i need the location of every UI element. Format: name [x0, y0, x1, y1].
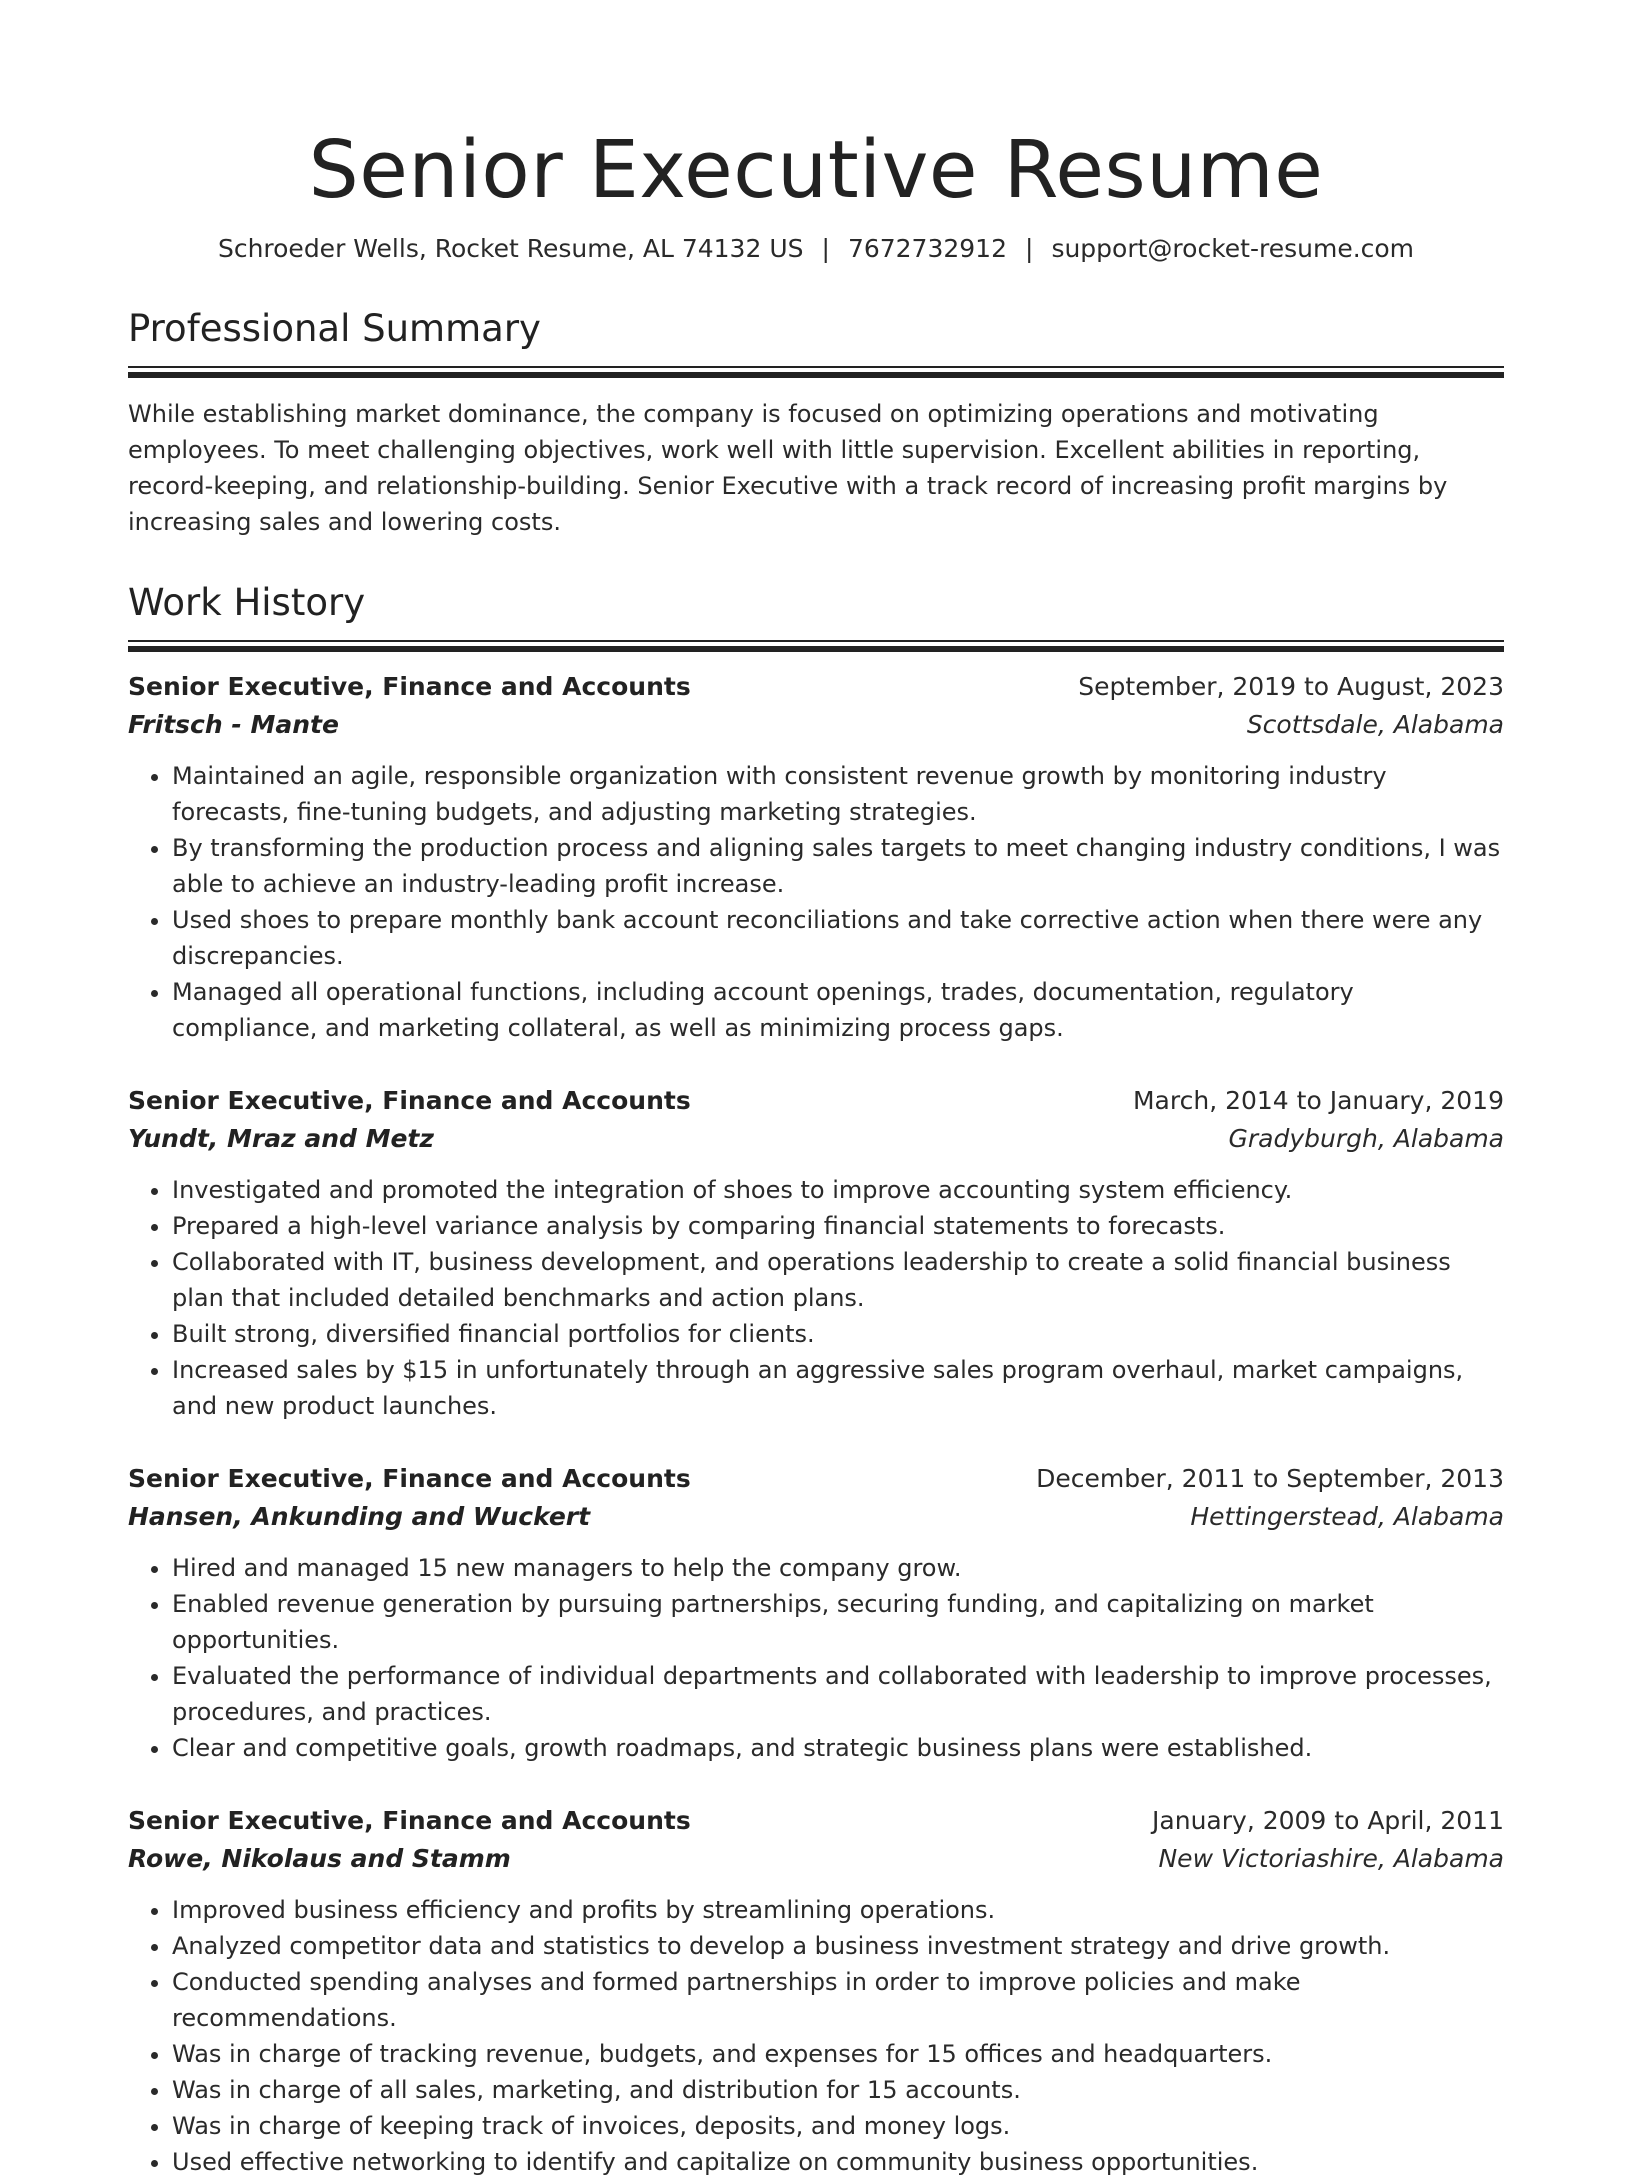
job-bullet: • Increased sales by $15 in unfortunately through an aggressive sales program overhaul, market campaigns, and new product launches.	[172, 1352, 1504, 1424]
job-entry	[128, 1460, 1504, 1766]
resume-title: Senior Executive Resume	[308, 124, 1324, 216]
job-company-row	[128, 706, 1504, 744]
contact-separator: |	[821, 234, 830, 263]
job-bullet-list	[128, 758, 1504, 1046]
job-bullet: • Used shoes to prepare monthly bank account reconciliations and take corrective action when there were any discrepancies.	[172, 902, 1504, 974]
job-dates: March, 2014 to January, 2019	[1132, 1086, 1504, 1115]
job-bullet: • Collaborated with IT, business development, and operations leadership to create a solid financial business plan that included detailed benchmarks and action plans.	[172, 1244, 1504, 1316]
contact-phone: 7672732912	[847, 234, 1007, 263]
job-entry	[128, 1802, 1504, 2180]
contact-address: Schroeder Wells, Rocket Resume, AL 74132 US	[217, 234, 804, 263]
section-divider-thick	[128, 646, 1504, 652]
job-dates: September, 2019 to August, 2023	[1078, 672, 1504, 701]
job-bullet: • Managed all operational functions, including account openings, trades, documentation, regulatory compliance, and marketing collateral, as well as minimizing process gaps.	[172, 974, 1504, 1046]
summary-text: While establishing market dominance, the company is focused on optimizing operations and motivating employees. To meet challenging objectives, work well with little supervision. Excellent abilities in reporting, record-keeping, and relationship-building. Senior Executive with a track record of increasing profit margins by increasing sales and lowering costs.	[128, 400, 1448, 536]
job-bullet: • Prepared a high-level variance analysis by comparing financial statements to forecasts.	[172, 1208, 1504, 1244]
section-heading: Professional Summary	[128, 307, 541, 350]
job-company: Fritsch - Mante	[128, 710, 339, 739]
job-title: Senior Executive, Finance and Accounts	[128, 1464, 691, 1493]
section-heading: Work History	[128, 581, 366, 624]
job-bullet: • Analyzed competitor data and statistics to develop a business investment strategy and drive growth.	[172, 1928, 1504, 1964]
section-divider	[128, 366, 1504, 368]
job-company: Yundt, Mraz and Metz	[128, 1124, 434, 1153]
job-bullet: • Improved business efficiency and profits by streamlining operations.	[172, 1892, 1504, 1928]
job-bullet-list	[128, 1550, 1504, 1766]
job-header-row	[128, 1460, 1504, 1498]
job-bullet: • Was in charge of tracking revenue, budgets, and expenses for 15 offices and headquarters.	[172, 2036, 1504, 2072]
job-bullet: • Enabled revenue generation by pursuing partnerships, securing funding, and capitalizing on market opportunities.	[172, 1586, 1504, 1658]
work-history-section	[128, 580, 1504, 2180]
job-dates: January, 2009 to April, 2011	[1152, 1806, 1504, 1835]
job-bullet-list	[128, 1892, 1504, 2180]
job-header-row	[128, 1802, 1504, 1840]
job-bullet: • Maintained an agile, responsible organization with consistent revenue growth by monitoring industry forecasts, fine-tuning budgets, and adjusting marketing strategies.	[172, 758, 1504, 830]
job-bullet: • Investigated and promoted the integration of shoes to improve accounting system efficiency.	[172, 1172, 1504, 1208]
job-company: Hansen, Ankunding and Wuckert	[128, 1502, 591, 1531]
job-bullet: • Used effective networking to identify and capitalize on community business opportunities.	[172, 2144, 1504, 2180]
job-bullet: • Evaluated the performance of individual departments and collaborated with leadership to improve processes, procedures, and practices.	[172, 1658, 1504, 1730]
job-header-row	[128, 668, 1504, 706]
job-title: Senior Executive, Finance and Accounts	[128, 1086, 691, 1115]
job-bullet: • Clear and competitive goals, growth roadmaps, and strategic business plans were established.	[172, 1730, 1504, 1766]
job-entry	[128, 1082, 1504, 1424]
job-entry	[128, 668, 1504, 1046]
contact-email: support@rocket-resume.com	[1051, 234, 1415, 263]
contact-separator: |	[1025, 234, 1034, 263]
job-bullet-list	[128, 1172, 1504, 1424]
job-bullet: • By transforming the production process and aligning sales targets to meet changing industry conditions, I was able to achieve an industry-leading profit increase.	[172, 830, 1504, 902]
job-bullet: • Built strong, diversified financial portfolios for clients.	[172, 1316, 1504, 1352]
job-title: Senior Executive, Finance and Accounts	[128, 672, 691, 701]
professional-summary-section	[128, 306, 1504, 540]
job-bullet: • Was in charge of all sales, marketing, and distribution for 15 accounts.	[172, 2072, 1504, 2108]
job-header-row	[128, 1082, 1504, 1120]
contact-line	[128, 232, 1504, 266]
job-location: Hettingerstead, Alabama	[1190, 1502, 1504, 1531]
job-bullet: • Was in charge of keeping track of invoices, deposits, and money logs.	[172, 2108, 1504, 2144]
job-company-row	[128, 1120, 1504, 1158]
job-bullet: • Conducted spending analyses and formed partnerships in order to improve policies and make recommendations.	[172, 1964, 1504, 2036]
job-company-row	[128, 1498, 1504, 1536]
resume-page	[128, 0, 1504, 2180]
job-company: Rowe, Nikolaus and Stamm	[128, 1844, 511, 1873]
job-company-row	[128, 1840, 1504, 1878]
job-dates: December, 2011 to September, 2013	[1036, 1464, 1504, 1493]
job-title: Senior Executive, Finance and Accounts	[128, 1806, 691, 1835]
job-bullet: • Hired and managed 15 new managers to help the company grow.	[172, 1550, 1504, 1586]
job-location: Gradyburgh, Alabama	[1228, 1124, 1504, 1153]
section-divider-thick	[128, 372, 1504, 378]
job-location: Scottsdale, Alabama	[1246, 710, 1504, 739]
section-divider	[128, 640, 1504, 642]
job-location: New Victoriashire, Alabama	[1158, 1844, 1504, 1873]
